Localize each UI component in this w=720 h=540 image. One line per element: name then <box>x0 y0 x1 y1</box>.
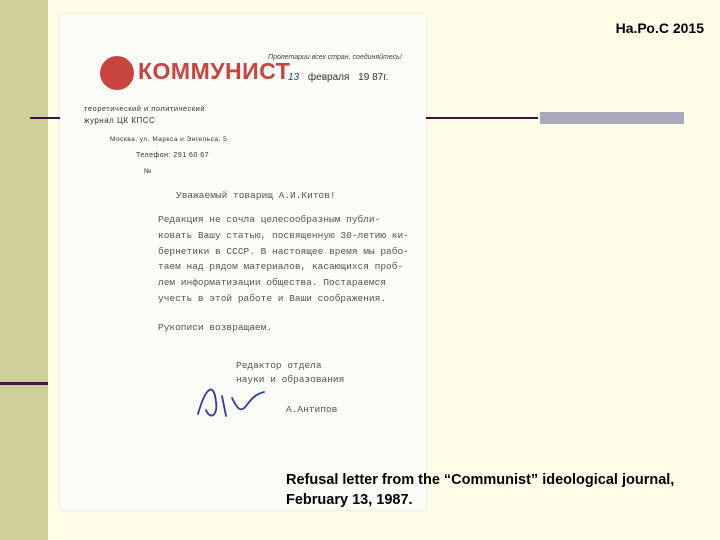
slide-title: На.Ро.С 2015 <box>615 20 704 36</box>
date-line <box>288 72 388 83</box>
phone: Телефон: 291 60 67 <box>136 152 210 159</box>
left-sidebar <box>0 0 48 540</box>
date-month: февраля <box>307 72 350 83</box>
manuscripts-note: Рукописи возвращаем. <box>158 322 273 333</box>
org-line-1: теоретический и политический <box>84 104 206 113</box>
sidebar-rule <box>0 382 48 385</box>
lenin-emblem-icon <box>100 56 134 90</box>
editor-title-1: Редактор отдела <box>236 360 322 371</box>
handwritten-signature <box>192 376 282 426</box>
editor-title-2: науки и образования <box>236 374 345 385</box>
editor-name: А.Антипов <box>286 404 338 415</box>
top-right-slogan: Пролетарии всех стран, соединяйтесь! <box>268 54 402 61</box>
letter-body: Редакция не сочла целесообразным публи- ковать Вашу статью, посвященную 30-летию ки- бернетики в СССР. В настоящее время мы рабо- таем над рядом материалов, касающихся проб- лем информатизации общества. Постараемся учесть в этой работе и Ваши соображения. <box>158 214 409 304</box>
date-day: 13 <box>288 72 300 83</box>
number-field: № <box>144 168 153 175</box>
divider-left <box>30 117 60 119</box>
org-line-2: журнал ЦК КПСС <box>84 116 156 125</box>
accent-bar <box>540 112 684 124</box>
divider-right <box>426 117 538 119</box>
slide-caption: Refusal letter from the “Communist” ideological journal, February 13, 1987. <box>286 472 675 508</box>
masthead: КОММУНИСТ <box>138 58 291 84</box>
letter-scan <box>60 14 426 510</box>
salutation: Уважаемый товарищ А.И.Китов! <box>176 190 336 201</box>
date-year: 19 87г. <box>358 72 389 83</box>
address: Москва, ул. Маркса и Энгельса, 5 <box>110 136 228 143</box>
